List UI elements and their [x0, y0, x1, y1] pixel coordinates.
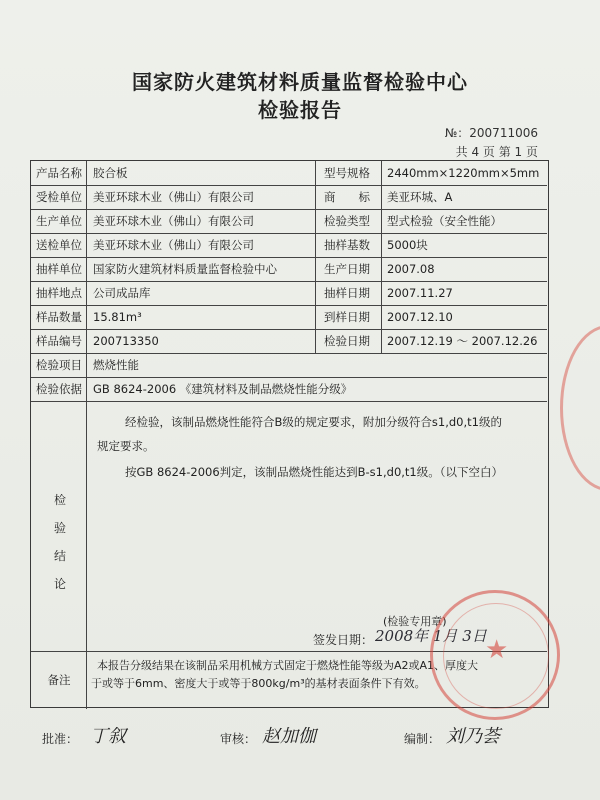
label-production-date: 生产日期	[324, 262, 370, 276]
value-sample-number: 200713350	[93, 334, 159, 348]
seal-star-icon: ★	[485, 635, 509, 665]
value-sampling-unit: 国家防火建筑材料质量监督检验中心	[93, 262, 277, 276]
conclusion-para1-line2: 规定要求。	[97, 439, 155, 453]
conclusion-label-char-2: 验	[53, 521, 66, 535]
label-manufacturer: 生产单位	[36, 214, 82, 228]
label-sampling-place: 抽样地点	[36, 286, 82, 300]
conclusion-para2: 按GB 8624-2006判定，该制品燃烧性能达到B-s1,d0,t1级。（以下空白）	[125, 465, 503, 479]
value-manufacturer: 美亚环球木业（佛山）有限公司	[93, 214, 254, 228]
value-product-name: 胶合板	[93, 166, 128, 180]
approve-label: 批准：	[42, 732, 79, 746]
report-title: 国家防火建筑材料质量监督检验中心	[132, 70, 468, 94]
edge-seal-stamp	[560, 325, 600, 491]
label-sampling-date: 抽样日期	[324, 286, 370, 300]
value-test-basis: GB 8624-2006 《建筑材料及制品燃烧性能分级》	[93, 382, 353, 396]
value-inspected-unit: 美亚环球木业（佛山）有限公司	[93, 190, 254, 204]
label-test-item: 检验项目	[36, 358, 82, 372]
sign-date-handwritten: 2008年 1月 3日	[375, 627, 487, 645]
label-remarks: 备注	[47, 673, 71, 687]
label-sample-quantity: 样品数量	[36, 310, 82, 324]
conclusion-label-char-1: 检	[53, 493, 66, 507]
value-sampling-date: 2007.11.27	[387, 286, 453, 300]
value-submitting-unit: 美亚环球木业（佛山）有限公司	[93, 238, 254, 252]
remarks-line1: 本报告分级结果在该制品采用机械方式固定于燃烧性能等级为A2或A1、厚度大	[97, 659, 479, 672]
value-test-item: 燃烧性能	[93, 358, 139, 372]
value-production-date: 2007.08	[387, 262, 435, 276]
review-label: 审核：	[220, 732, 257, 746]
label-test-basis: 检验依据	[36, 382, 82, 396]
compile-label: 编制：	[404, 732, 441, 746]
label-model-spec: 型号规格	[324, 166, 370, 180]
inspection-seal-stamp	[430, 590, 560, 720]
label-test-date: 检验日期	[324, 334, 370, 348]
label-arrival-date: 到样日期	[324, 310, 370, 324]
sign-date-label: 签发日期：	[313, 633, 374, 647]
remarks-line2: 于或等于6mm、密度大于或等于800kg/m³的基材表面条件下有效。	[91, 677, 426, 690]
value-model-spec: 2440mm×1220mm×5mm	[387, 166, 540, 180]
label-test-type: 检验类型	[324, 214, 370, 228]
compile-signature: 刘乃荟	[446, 726, 500, 747]
seal-note: (检验专用章)	[383, 615, 447, 628]
value-arrival-date: 2007.12.10	[387, 310, 453, 324]
page-info: 共 4 页 第 1 页	[455, 145, 538, 159]
value-test-type: 型式检验（安全性能）	[387, 214, 502, 228]
label-submitting-unit: 送检单位	[36, 238, 82, 252]
label-inspected-unit: 受检单位	[36, 190, 82, 204]
label-sampling-unit: 抽样单位	[36, 262, 82, 276]
label-trademark: 商 标	[324, 190, 370, 204]
label-sample-base: 抽样基数	[324, 238, 370, 252]
approve-signature: 丁叙	[90, 726, 126, 747]
label-product-name: 产品名称	[36, 166, 82, 180]
conclusion-label-char-4: 论	[53, 577, 66, 591]
label-sample-number: 样品编号	[36, 334, 82, 348]
conclusion-label-char-3: 结	[53, 549, 66, 563]
report-subtitle: 检验报告	[258, 98, 342, 122]
review-signature: 赵加伽	[262, 726, 316, 747]
value-trademark: 美亚环城、A	[387, 190, 453, 204]
value-test-date: 2007.12.19 ～ 2007.12.26	[387, 334, 538, 348]
report-number: №：200711006	[444, 126, 538, 140]
value-sampling-place: 公司成品库	[93, 286, 151, 300]
value-sample-base: 5000块	[387, 238, 428, 252]
value-sample-quantity: 15.81m³	[93, 310, 142, 324]
conclusion-para1-line1: 经检验，该制品燃烧性能符合B级的规定要求，附加分级符合s1,d0,t1级的	[125, 415, 502, 429]
